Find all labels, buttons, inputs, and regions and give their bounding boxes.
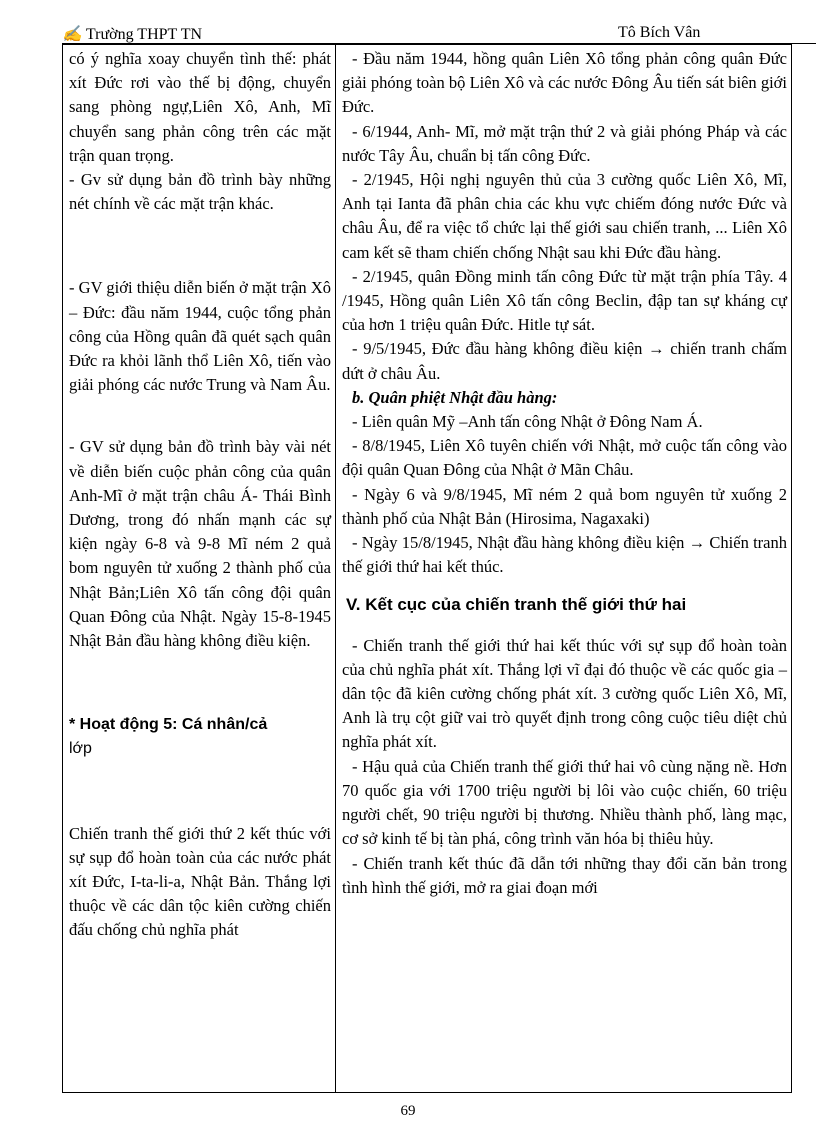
school-name: Trường THPT TN xyxy=(85,26,203,43)
right-paragraph: - 2/1945, quân Đồng minh tấn công Đức từ mặt trận phía Tây. 4 /1945, Hồng quân Liên Xô tấn công Beclin, đập tan sự kháng cự của hơn 1 triệu quân Đức. Hitle tự sát. xyxy=(342,266,787,335)
right-paragraph: - 6/1944, Anh- Mĩ, mở mặt trận thứ 2 và giải phóng Pháp và các nước Tây Âu, chuẩn bị tấn công Đức. xyxy=(342,121,787,165)
header-school xyxy=(62,24,202,44)
activity-heading: * Hoạt động 5: Cá nhân/cả lớp xyxy=(69,716,268,758)
right-paragraph: - Ngày 15/8/1945, Nhật đầu hàng không điều kiện → Chiến tranh thế giới thứ hai kết thúc. xyxy=(342,533,787,577)
page-number: 69 xyxy=(400,1103,416,1119)
left-paragraph: - Gv sử dụng bản đồ trình bày những nét chính về các mặt trận khác. xyxy=(69,170,331,214)
left-paragraph: Chiến tranh thế giới thứ 2 kết thúc với sự sụp đổ hoàn toàn của các nước phát xít Đức, I-ta-li-a, Nhật Bản. Thắng lợi thuộc về các dân tộc kiên cường chiến đấu chống chủ nghĩa phát xyxy=(69,823,331,940)
right-paragraph: - 8/8/1945, Liên Xô tuyên chiến với Nhật, mở cuộc tấn công vào đội quân Quan Đông của Nhật ở Mãn Châu. xyxy=(342,436,787,480)
left-column xyxy=(63,45,336,1093)
right-paragraph: - Hậu quả của Chiến tranh thế giới thứ hai vô cùng nặng nề. Hơn 70 quốc gia với 1700 triệu người bị lôi vào cuộc chiến, 60 triệu người chết, 90 triệu người bị thương. Nhiều thành phố, làng mạc, cơ sở kinh tế bị tàn phá, công trình văn hóa bị thiêu hủy. xyxy=(342,756,787,849)
left-paragraph: có ý nghĩa xoay chuyển tình thế: phát xít Đức rơi vào thế bị động, chuyển sang phòng ngự,Liên Xô, Anh, Mĩ chuyển sang phản công trên các mặt trận quan trọng. xyxy=(69,49,331,165)
ornament-icon: ✍ xyxy=(62,26,82,43)
right-paragraph: - 2/1945, Hội nghị nguyên thủ của 3 cường quốc Liên Xô, Mĩ, Anh tại Ianta đã phân chia các khu vực chiếm đóng nước Đức và châu Âu, để ra việc tổ chức lại thế giới sau chiến tranh, ... Liên Xô cam kết sẽ tham chiến chống Nhật sau khi Đức đầu hàng. xyxy=(342,170,787,262)
right-paragraph: - Liên quân Mỹ –Anh tấn công Nhật ở Đông Nam Á. xyxy=(352,412,703,432)
lesson-table xyxy=(62,44,792,1093)
left-paragraph: - GV sử dụng bản đồ trình bày vài nét về diễn biến cuộc phản công của quân Anh-Mĩ ở mặt trận châu Á- Thái Bình Dương, trong đó nhấn mạnh các sự kiện ngày 6-8 và 9-8 Mĩ ném 2 quả bom nguyên tử xuống 2 thành phố của Nhật Bản;Liên Xô tấn công đội quân Quan Đông của Nhật. Ngày 15-8-1945 Nhật Bản đầu hàng không điều kiện. xyxy=(69,437,331,651)
section-heading-v: V. Kết cục của chiến tranh thế giới thứ hai xyxy=(346,595,687,615)
right-column xyxy=(336,45,792,1093)
left-paragraph: - GV giới thiệu diễn biến ở mặt trận Xô – Đức: đầu năm 1944, cuộc tổng phản công của Hồng quân đã quét sạch quân Đức ra khỏi lãnh thổ Liên Xô, tiến vào giải phóng các nước Trung và Nam Âu. xyxy=(69,278,331,395)
right-paragraph: - Ngày 6 và 9/8/1945, Mĩ ném 2 quả bom nguyên tử xuống 2 thành phố của Nhật Bản (Hirosima, Nagaxaki) xyxy=(342,484,787,528)
right-paragraph: - Chiến tranh kết thúc đã dẫn tới những thay đổi căn bản trong tình hình thế giới, mở ra giai đoạn mới xyxy=(342,853,787,897)
header-author: Tô Bích Vân xyxy=(618,24,701,41)
right-paragraph: - 9/5/1945, Đức đầu hàng không điều kiện → chiến tranh chấm dứt ở châu Âu. xyxy=(342,339,787,383)
right-paragraph: - Chiến tranh thế giới thứ hai kết thúc với sự sụp đổ hoàn toàn của chủ nghĩa phát xít. Thắng lợi vĩ đại đó thuộc về các quốc gia – dân tộc đã kiên cường chống phát xít. 3 cường quốc Liên Xô, Mĩ, Anh là trụ cột giữ vai trò quyết định trong công cuộc tiêu diệt chủ nghĩa phát xít. xyxy=(342,635,787,752)
right-paragraph: - Đầu năm 1944, hồng quân Liên Xô tổng phản công quân Đức giải phóng toàn bộ Liên Xô và các nước Đông Âu tiến sát biên giới Đức. xyxy=(342,49,787,117)
page-header xyxy=(62,18,816,42)
subheading-b: b. Quân phiệt Nhật đầu hàng: xyxy=(352,387,558,407)
